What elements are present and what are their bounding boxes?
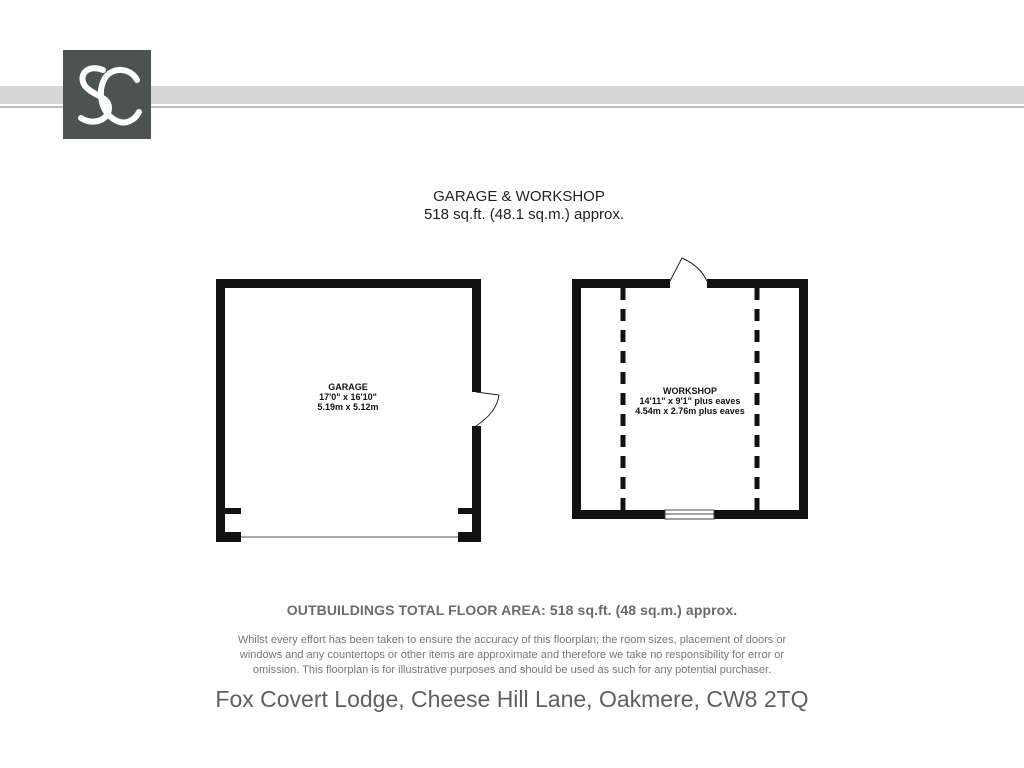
disclaimer xyxy=(180,633,844,678)
plan-title-area: 518 sq.ft. (48.1 sq.m.) approx. xyxy=(423,206,625,223)
property-address: Fox Covert Lodge, Cheese Hill Lane, Oakmere, CW8 2TQ xyxy=(215,686,809,712)
total-floor-area: OUTBUILDINGS TOTAL FLOOR AREA: 518 sq.ft. (48 sq.m.) approx. xyxy=(286,602,738,618)
workshop-label xyxy=(620,386,760,416)
workshop-imperial: 14'11" x 9'1" plus eaves xyxy=(639,396,741,406)
workshop-window xyxy=(665,510,714,519)
workshop-door xyxy=(670,258,707,281)
garage-name: GARAGE xyxy=(328,382,368,392)
garage-label xyxy=(288,382,408,412)
workshop-metric: 4.54m x 2.76m plus eaves xyxy=(635,406,745,416)
disclaimer-line: windows and any countertops or other items are approximate and therefore we take no responsibility for error or xyxy=(239,649,785,661)
garage-imperial: 17'0" x 16'10" xyxy=(319,392,377,402)
plan-title-heading: GARAGE & WORKSHOP xyxy=(433,188,605,205)
disclaimer-line: omission. This floorplan is for illustrative purposes and should be used as such for any potential purchaser. xyxy=(252,664,772,676)
disclaimer-line: Whilst every effort has been taken to ensure the accuracy of this floorplan; the room sizes, placement of doors or xyxy=(237,634,787,646)
garage-side-door xyxy=(476,392,499,426)
garage-metric: 5.19m x 5.12m xyxy=(317,402,379,412)
workshop-name: WORKSHOP xyxy=(663,386,717,396)
